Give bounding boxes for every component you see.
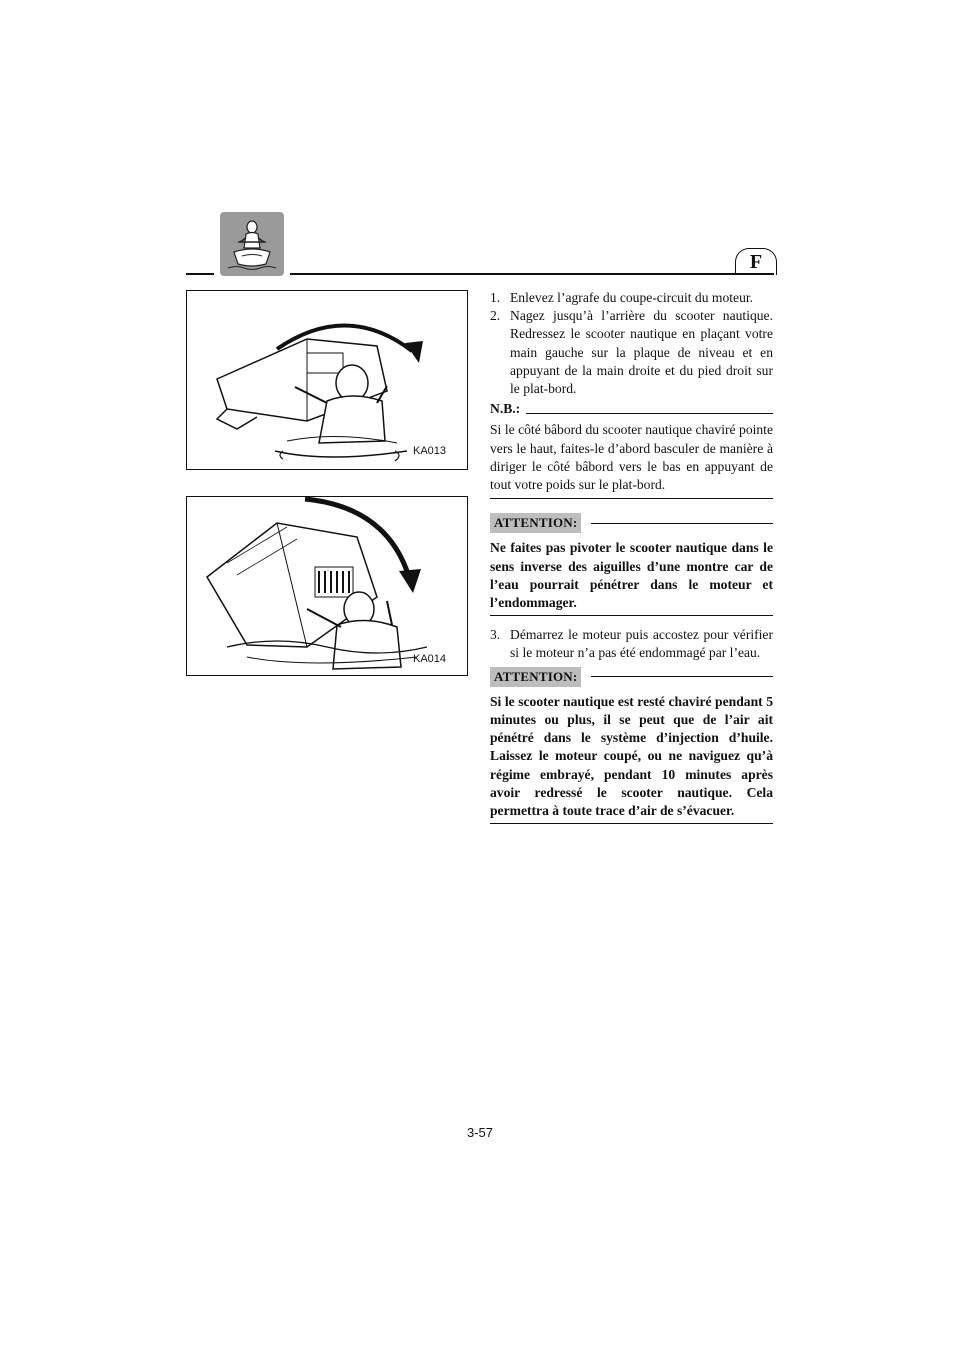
page-number: 3-57 (466, 1125, 494, 1140)
attention-badge: ATTENTION: (490, 667, 581, 687)
attention-badge: ATTENTION: (490, 513, 581, 533)
note-heading-label: N.B.: (490, 401, 521, 417)
step-text: Nagez jusqu’à l’arrière du scooter nautique. Redressez le scooter nautique en plaçant votre main gauche sur la plaque de niveau et en appuyant de la main droite et du pied droit sur le plat-bord. (510, 308, 773, 397)
attention-rule (591, 676, 773, 677)
step-number: 1. (490, 290, 501, 305)
attention-heading-2 (490, 667, 773, 687)
instruction-column (490, 289, 773, 824)
step-text: Enlevez l’agrafe du coupe-circuit du moteur. (510, 290, 754, 305)
header-rule-right (290, 273, 774, 275)
language-badge: F (735, 248, 777, 275)
righting-illustration-1 (187, 291, 467, 469)
figure-label: KA013 (413, 445, 447, 457)
watercraft-rider-icon (220, 212, 284, 276)
attention-rule (591, 523, 773, 524)
step-1 (490, 289, 773, 307)
note-rule (526, 413, 773, 414)
step-3 (490, 626, 773, 662)
step-2 (490, 307, 773, 398)
attention-body-2: Si le scooter nautique est resté chaviré pendant 5 minutes ou plus, il se peut que de l’air ait pénétré dans le système d’injection d’huile. Laissez le moteur coupé, ou ne naviguez qu’à régime embrayé, pendant 10 minutes après avoir redressé le scooter nautique. Cela permettra à toute trace d’air de s’évacuer. (490, 687, 773, 824)
figure-righting-step-2 (186, 496, 468, 676)
attention-body-1: Ne faites pas pivoter le scooter nautique dans le sens inverse des aiguilles d’une montre car de l’eau pourrait pénétrer dans le moteur et l’endommager. (490, 533, 773, 616)
step-number: 2. (490, 308, 501, 324)
righting-illustration-2 (187, 497, 467, 675)
figure-righting-step-1 (186, 290, 468, 470)
attention-heading-1 (490, 513, 773, 533)
note-heading (490, 400, 773, 418)
header-rule-left (186, 273, 214, 275)
note-body: Si le côté bâbord du scooter nautique chaviré pointe vers le haut, faites-le d’abord basculer de manière à diriger le côté bâbord vers le bas en appuyant de tout votre poids sur le plat-bord. (490, 418, 773, 499)
figure-label: KA014 (413, 653, 447, 665)
step-number: 3. (490, 627, 501, 643)
step-text: Démarrez le moteur puis accostez pour vérifier si le moteur n’a pas été endommagé par l’eau. (510, 627, 773, 661)
